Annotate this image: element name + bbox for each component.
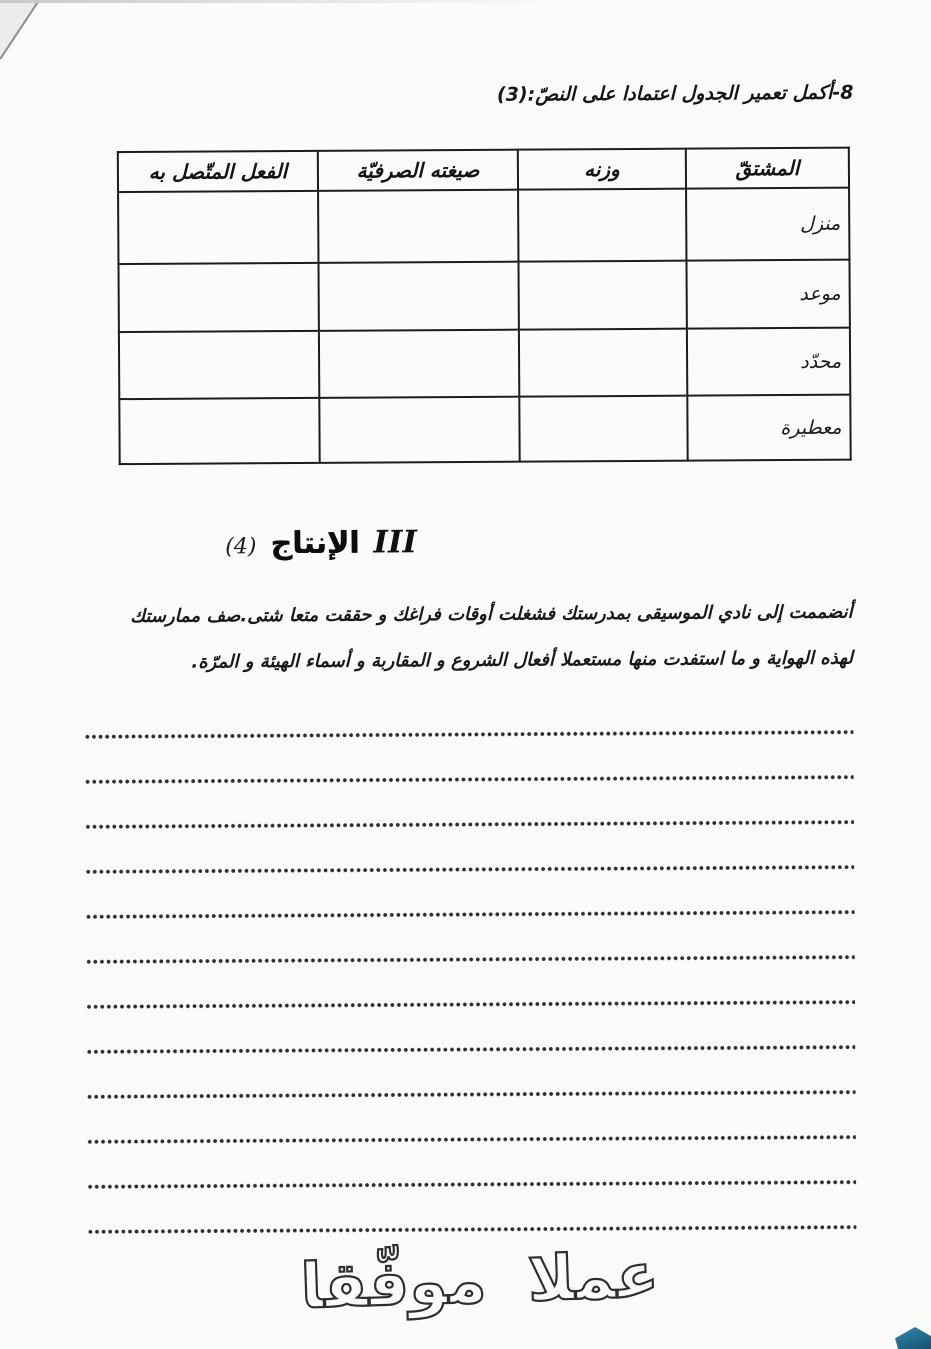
derived-word-cell: منزل — [686, 188, 849, 261]
table-empty-cell — [319, 330, 519, 398]
answer-lines — [84, 729, 856, 1274]
answer-line — [87, 1134, 856, 1146]
prompt-line-2: لهذه الهواية و ما استفدت منها مستعملا أفعال الشروع و المقاربة و أسماء الهيئة و المرّة. — [191, 647, 853, 673]
footer-message: عملا موفّقا — [299, 1238, 660, 1323]
answer-line — [86, 954, 855, 966]
answer-line — [86, 999, 855, 1011]
table-header-row — [118, 148, 849, 192]
header-related-verb: الفعل المتّصل به — [118, 151, 318, 192]
prompt-line-1: أنضممت إلى نادي الموسيقى بمدرستك فشغلت أوقات فراغك و حققت متعا شتى.صف ممارستك — [130, 601, 853, 628]
header-pattern: وزنه — [518, 149, 686, 190]
answer-line — [87, 1089, 856, 1101]
answer-line — [86, 1044, 855, 1056]
table-empty-cell — [518, 261, 686, 330]
table-row — [118, 188, 849, 264]
production-section-heading — [225, 524, 417, 561]
table-empty-cell — [118, 191, 318, 264]
answer-line — [85, 819, 854, 831]
derived-word-cell: موعد — [686, 260, 849, 329]
table-empty-cell — [318, 262, 518, 331]
section-roman-numeral: III — [373, 524, 418, 561]
table-empty-cell — [119, 331, 319, 399]
section-title: الإنتاج — [270, 525, 360, 562]
table-empty-cell — [319, 397, 519, 463]
table-row — [118, 260, 849, 332]
question-heading: 8-أكمل تعمير الجدول اعتمادا على النصّ:(3) — [496, 81, 854, 106]
morphology-table — [117, 147, 852, 465]
table-empty-cell — [118, 263, 318, 332]
table-empty-cell — [519, 396, 687, 462]
answer-line — [85, 909, 854, 921]
prompt-paragraph — [80, 596, 854, 693]
answer-line — [85, 864, 854, 876]
answer-line — [84, 729, 853, 741]
header-derived-word: المشتقّ — [686, 148, 849, 189]
table-empty-cell — [518, 189, 686, 262]
table-row — [119, 328, 850, 399]
answer-line — [87, 1224, 856, 1236]
section-points-label: (4) — [225, 534, 257, 560]
table-row — [119, 395, 850, 464]
table-empty-cell — [519, 329, 687, 397]
table-empty-cell — [318, 190, 518, 263]
header-morphological-form: صيغته الصرفيّة — [318, 150, 518, 191]
answer-line — [85, 774, 854, 786]
answer-line — [87, 1179, 856, 1191]
derived-word-cell: محدّد — [687, 328, 850, 396]
derived-word-cell: معطيرة — [687, 395, 850, 461]
table-empty-cell — [119, 398, 319, 464]
